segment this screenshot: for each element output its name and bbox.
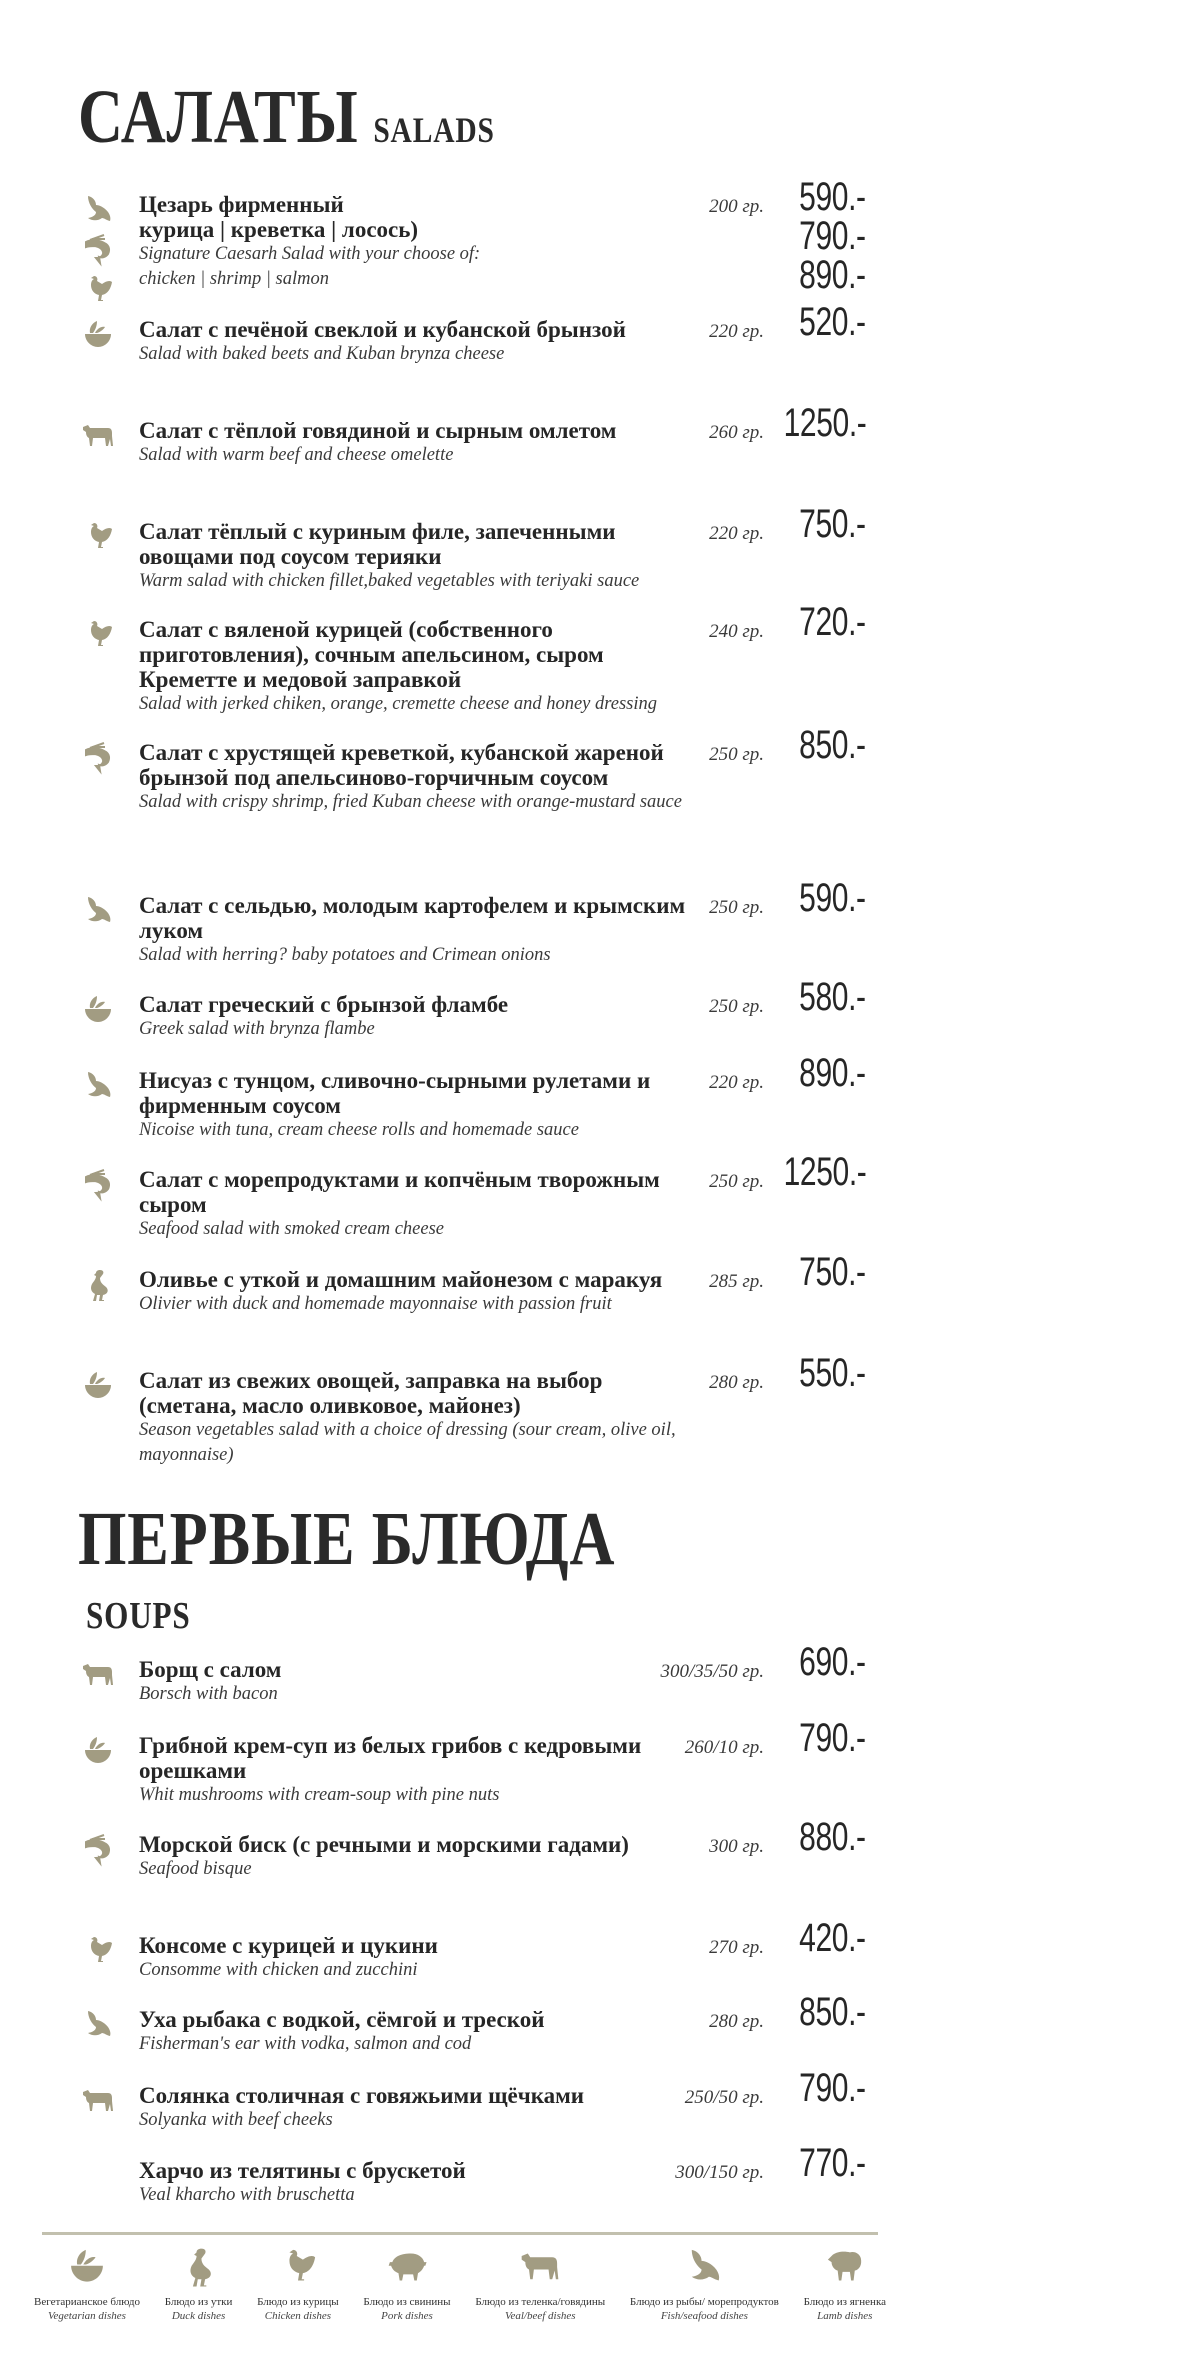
item-description: Consomme with chicken and zucchini: [139, 1960, 418, 1980]
item-name-ru: Салат с сельдью, молодым картофелем и крымским луком: [139, 893, 686, 943]
shrimp-icon: [80, 1832, 116, 1868]
item-weight: 250 гр.: [709, 1171, 764, 1192]
item-description: Borsch with bacon: [139, 1684, 278, 1704]
item-description: Salad with warm beef and cheese omelette: [139, 445, 454, 465]
chicken-icon: [276, 2245, 320, 2289]
legend-label-en: Lamb dishes: [817, 2310, 873, 2322]
item-prices: [777, 1250, 866, 1294]
item-prices: [756, 1150, 866, 1194]
salads-title-en: SALADS: [373, 110, 495, 150]
price: 850.-: [799, 723, 866, 767]
vegetarian-icon: [80, 992, 116, 1028]
item-description: Olivier with duck and homemade mayonnaise with passion fruit: [139, 1294, 612, 1314]
item-weight: 220 гр.: [709, 523, 764, 544]
legend-label-ru: Блюдо из утки: [164, 2296, 233, 2308]
item-name: [139, 1657, 699, 1707]
price: 890.-: [799, 1051, 866, 1095]
price: 790.-: [799, 2066, 866, 2110]
item-name: [139, 1368, 699, 1468]
legend-label-en: Chicken dishes: [264, 2310, 332, 2322]
item-description: Nicoise with tuna, cream cheese rolls and homemade sauce: [139, 1120, 579, 1140]
item-name-ru: Салат с морепродуктами и копчёным творожным сыром: [139, 1167, 660, 1217]
chicken-icon: [80, 1933, 116, 1969]
item-weight: 300/150 гр.: [675, 2162, 764, 2183]
item-name-ru: Салат из свежих овощей, заправка на выбор (сметана, масло оливковое, майонез): [139, 1368, 603, 1418]
price: 770.-: [799, 2141, 866, 2185]
fish-icon: [80, 1068, 116, 1104]
item-prices: [777, 1640, 866, 1684]
item-weight: 280 гр.: [709, 2011, 764, 2032]
item-prices: [777, 2066, 866, 2110]
item-name: [139, 2158, 699, 2208]
item-prices: [777, 600, 866, 644]
item-prices: [777, 175, 866, 297]
item-description: Salad with jerked chiken, orange, cremette cheese and honey dressing: [139, 694, 658, 714]
item-weight: 250 гр.: [709, 996, 764, 1017]
item-name-ru: Салат с вяленой курицей (собственного приготовления), сочным апельсином, сыром Креметте и медовой заправкой: [139, 617, 604, 692]
item-prices: [777, 723, 866, 767]
item-description: Signature Caesarh Salad with your choose of:: [139, 244, 481, 264]
item-weight: 300/35/50 гр.: [660, 1661, 764, 1682]
item-name-ru: Консоме с курицей и цукини: [139, 1933, 438, 1958]
icon-legend: [30, 2245, 890, 2323]
price: 520.-: [799, 300, 866, 344]
item-description: Seafood bisque: [139, 1859, 252, 1879]
duck-icon: [80, 1267, 116, 1303]
item-weight: 240 гр.: [709, 621, 764, 642]
item-prices: [777, 1916, 866, 1960]
item-weight: 220 гр.: [709, 321, 764, 342]
item-name-ru: Салат с печёной свеклой и кубанской брынзой: [139, 317, 626, 342]
item-name: [139, 740, 699, 815]
pork-icon: [385, 2245, 429, 2289]
item-name-ru-2: курица | креветка | лосось): [139, 217, 419, 242]
item-description: Veal kharcho with bruschetta: [139, 2185, 355, 2205]
price: 720.-: [799, 600, 866, 644]
legend-label-ru: Блюдо из курицы: [257, 2296, 339, 2308]
divider: [42, 2232, 878, 2235]
item-description: Salad with herring? baby potatoes and Crimean onions: [139, 945, 551, 965]
item-name: [139, 1267, 699, 1317]
item-prices: [777, 502, 866, 546]
item-weight: 250 гр.: [709, 744, 764, 765]
price: 750.-: [799, 502, 866, 546]
legend-item: [359, 2245, 454, 2323]
item-name-ru: Уха рыбака с водкой, сёмгой и треской: [139, 2007, 545, 2032]
legend-item: [161, 2245, 237, 2323]
vegetarian-icon: [80, 1733, 116, 1769]
item-name-ru: Цезарь фирменный: [139, 192, 344, 217]
price: 420.-: [799, 1916, 866, 1960]
item-prices: [777, 300, 866, 344]
legend-label-en: Vegetarian dishes: [48, 2310, 126, 2322]
item-weight: 250 гр.: [709, 897, 764, 918]
item-name: [139, 192, 699, 292]
item-name-ru: Морской биск (с речными и морскими гадами): [139, 1832, 629, 1857]
item-name: [139, 617, 699, 717]
price: 690.-: [799, 1640, 866, 1684]
legend-label-en: Duck dishes: [171, 2310, 226, 2322]
item-name-ru: Оливье с уткой и домашним майонезом с маракуя: [139, 1267, 663, 1292]
item-description: Fisherman's ear with vodka, salmon and cod: [139, 2034, 472, 2054]
item-prices: [777, 1815, 866, 1859]
item-weight: 270 гр.: [709, 1937, 764, 1958]
item-name: [139, 418, 699, 468]
item-prices: [777, 1990, 866, 2034]
item-name-ru: Харчо из телятины с брускетой: [139, 2158, 466, 2183]
item-weight: 260 гр.: [709, 422, 764, 443]
item-name: [139, 1733, 699, 1808]
price: 1250.-: [783, 401, 866, 445]
item-weight: 260/10 гр.: [684, 1737, 764, 1758]
vegetarian-icon: [65, 2245, 109, 2289]
vegetarian-icon: [80, 317, 116, 353]
legend-label-ru: Вегетарианское блюдо: [34, 2296, 140, 2308]
item-weight: 280 гр.: [709, 1372, 764, 1393]
chicken-icon: [80, 519, 116, 555]
chicken-icon: [80, 617, 116, 653]
fish-icon: [80, 192, 116, 228]
item-name: [139, 1167, 699, 1242]
beef-icon: [80, 1657, 116, 1693]
legend-label-ru: Блюдо из ягненка: [803, 2296, 886, 2308]
duck-icon: [177, 2245, 221, 2289]
price: 750.-: [799, 1250, 866, 1294]
price: 550.-: [799, 1351, 866, 1395]
soups-title: ПЕРВЫЕ БЛЮДА: [78, 1497, 616, 1581]
beef-icon: [80, 418, 116, 454]
item-name: [139, 1832, 699, 1882]
legend-label-en: Fish/seafood dishes: [660, 2310, 748, 2322]
item-prices: [777, 876, 866, 920]
item-name-ru: Салат с хрустящей креветкой, кубанской жареной брынзой под апельсиново-горчичным соусом: [139, 740, 664, 790]
item-weight: 200 гр.: [709, 196, 764, 217]
seafood-icon: [682, 2245, 726, 2289]
beef-icon: [80, 2083, 116, 2119]
item-prices: [756, 401, 866, 445]
item-weight: 250/50 гр.: [684, 2087, 764, 2108]
legend-item: [253, 2245, 343, 2323]
item-description: Seafood salad with smoked cream cheese: [139, 1219, 445, 1239]
item-name-ru: Салат с тёплой говядиной и сырным омлетом: [139, 418, 617, 443]
item-name-ru: Нисуаз с тунцом, сливочно-сырными рулетами и фирменным соусом: [139, 1068, 651, 1118]
item-prices: [777, 1051, 866, 1095]
item-name-ru: Солянка столичная с говяжьими щёчками: [139, 2083, 585, 2108]
legend-item: [626, 2245, 783, 2323]
item-description: Salad with crispy shrimp, fried Kuban cheese with orange-mustard sauce: [139, 792, 682, 812]
legend-label-en: Pork dishes: [381, 2310, 433, 2322]
item-name: [139, 1068, 699, 1143]
item-description: Solyanka with beef cheeks: [139, 2110, 333, 2130]
item-name-ru: Салат греческий с брынзой фламбе: [139, 992, 509, 1017]
item-prices: [777, 2141, 866, 2185]
legend-label-en: Veal/beef dishes: [504, 2310, 576, 2322]
price: 790.-: [799, 214, 866, 258]
beef-icon: [518, 2245, 562, 2289]
shrimp-icon: [80, 1167, 116, 1203]
legend-label-ru: Блюдо из теленка/говядины: [475, 2296, 606, 2308]
item-description: Salad with baked beets and Kuban brynza cheese: [139, 344, 505, 364]
item-description: Whit mushrooms with cream-soup with pine nuts: [139, 1785, 500, 1805]
item-description: Season vegetables salad with a choice of dressing (sour cream, olive oil, mayonnaise): [139, 1420, 676, 1465]
item-name-ru: Борщ с салом: [139, 1657, 282, 1682]
item-description: Warm salad with chicken fillet,baked vegetables with teriyaki sauce: [139, 571, 640, 591]
item-prices: [777, 1716, 866, 1760]
item-weight: 300 гр.: [709, 1836, 764, 1857]
salads-title-ru: САЛАТЫ: [78, 75, 359, 159]
item-name: [139, 2007, 699, 2057]
item-prices: [777, 1351, 866, 1395]
price: 590.-: [799, 876, 866, 920]
shrimp-icon: [80, 740, 116, 776]
legend-item: [471, 2245, 609, 2323]
item-name: [139, 1933, 699, 1983]
lamb-icon: [823, 2245, 867, 2289]
item-name: [139, 2083, 699, 2133]
legend-item: [30, 2245, 144, 2323]
fish-icon: [80, 893, 116, 929]
item-description: Greek salad with brynza flambe: [139, 1019, 375, 1039]
legend-label-ru: Блюдо из свинины: [363, 2296, 451, 2308]
item-name: [139, 893, 699, 968]
item-description-2: chicken | shrimp | salmon: [139, 269, 330, 289]
fish-icon: [80, 2007, 116, 2043]
soups-subtitle: SOUPS: [86, 1595, 191, 1637]
shrimp-icon: [80, 232, 116, 268]
price: 790.-: [799, 1716, 866, 1760]
price: 580.-: [799, 975, 866, 1019]
item-prices: [777, 975, 866, 1019]
price: 880.-: [799, 1815, 866, 1859]
chicken-icon: [80, 272, 116, 308]
item-weight: 285 гр.: [709, 1271, 764, 1292]
salads-title: [78, 74, 495, 161]
price: 890.-: [799, 253, 866, 297]
item-name: [139, 519, 699, 594]
legend-item: [800, 2245, 890, 2323]
item-weight: 220 гр.: [709, 1072, 764, 1093]
legend-label-ru: Блюдо из рыбы/ морепродуктов: [629, 2296, 779, 2308]
price: 850.-: [799, 1990, 866, 2034]
item-name-ru: Грибной крем-суп из белых грибов с кедровыми орешками: [139, 1733, 642, 1783]
item-name: [139, 992, 699, 1042]
vegetarian-icon: [80, 1368, 116, 1404]
item-name: [139, 317, 699, 367]
price: 590.-: [799, 175, 866, 219]
price: 1250.-: [783, 1150, 866, 1194]
item-name-ru: Салат тёплый с куриным филе, запеченными овощами под соусом терияки: [139, 519, 616, 569]
